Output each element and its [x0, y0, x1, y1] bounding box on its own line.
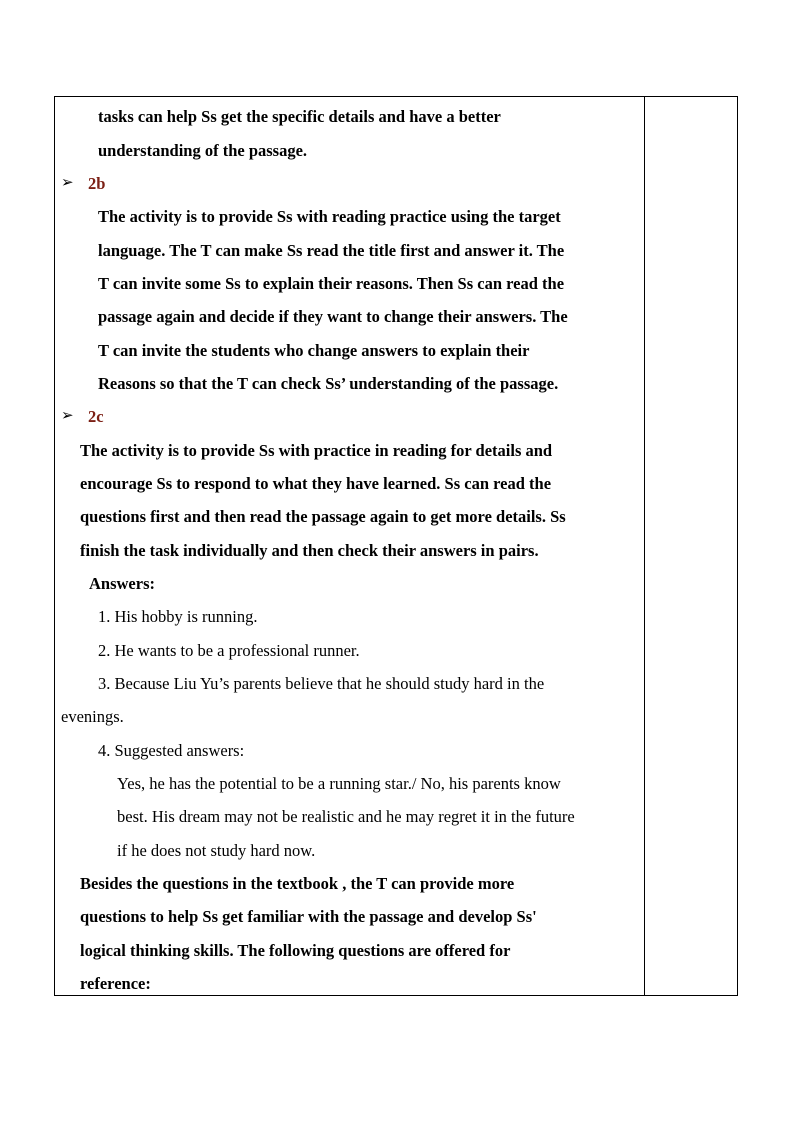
answer-4-line-2: best. His dream may not be realistic and he may regret it in the future [117, 807, 575, 826]
bullet-arrow-icon: ➢ [61, 408, 74, 424]
section-2c-line-2: encourage Ss to respond to what they have learned. Ss can read the [80, 474, 552, 493]
section-2b-line-1: The activity is to provide Ss with reading practice using the target [98, 207, 561, 226]
section-2b-line-6: Reasons so that the T can check Ss’ understanding of the passage. [98, 374, 559, 393]
answer-4-line-1: Yes, he has the potential to be a running star./ No, his parents know [117, 774, 561, 793]
section-2b-line-4: passage again and decide if they want to change their answers. The [98, 307, 568, 326]
answers-label: Answers: [89, 574, 155, 593]
section-2c-line-1: The activity is to provide Ss with practice in reading for details and [80, 441, 553, 460]
section-2c-heading: 2c [88, 407, 104, 426]
section-2b-line-2: language. The T can make Ss read the title first and answer it. The [98, 241, 565, 260]
intro-line-1: tasks can help Ss get the specific details and have a better [98, 107, 501, 126]
column-divider [644, 97, 645, 995]
answer-4-line-3: if he does not study hard now. [117, 841, 316, 860]
closing-line-4: reference: [80, 974, 151, 993]
bullet-arrow-icon: ➢ [61, 175, 74, 191]
answer-2: 2. He wants to be a professional runner. [98, 641, 360, 660]
intro-line-2: understanding of the passage. [98, 141, 308, 160]
section-2b-line-5: T can invite the students who change answers to explain their [98, 341, 530, 360]
section-2b-heading: 2b [88, 174, 106, 193]
answer-3: 3. Because Liu Yu’s parents believe that he should study hard in the [98, 674, 545, 693]
section-2c-line-4: finish the task individually and then check their answers in pairs. [80, 541, 539, 560]
closing-line-3: logical thinking skills. The following questions are offered for [80, 941, 511, 960]
section-2b-line-3: T can invite some Ss to explain their reasons. Then Ss can read the [98, 274, 565, 293]
closing-line-1: Besides the questions in the textbook , the T can provide more [80, 874, 515, 893]
closing-line-2: questions to help Ss get familiar with the passage and develop Ss' [80, 907, 537, 926]
section-2c-line-3: questions first and then read the passage again to get more details. Ss [80, 507, 566, 526]
answer-4-label: 4. Suggested answers: [98, 741, 245, 760]
answer-1: 1. His hobby is running. [98, 607, 258, 626]
answer-3-continued: evenings. [61, 707, 124, 726]
